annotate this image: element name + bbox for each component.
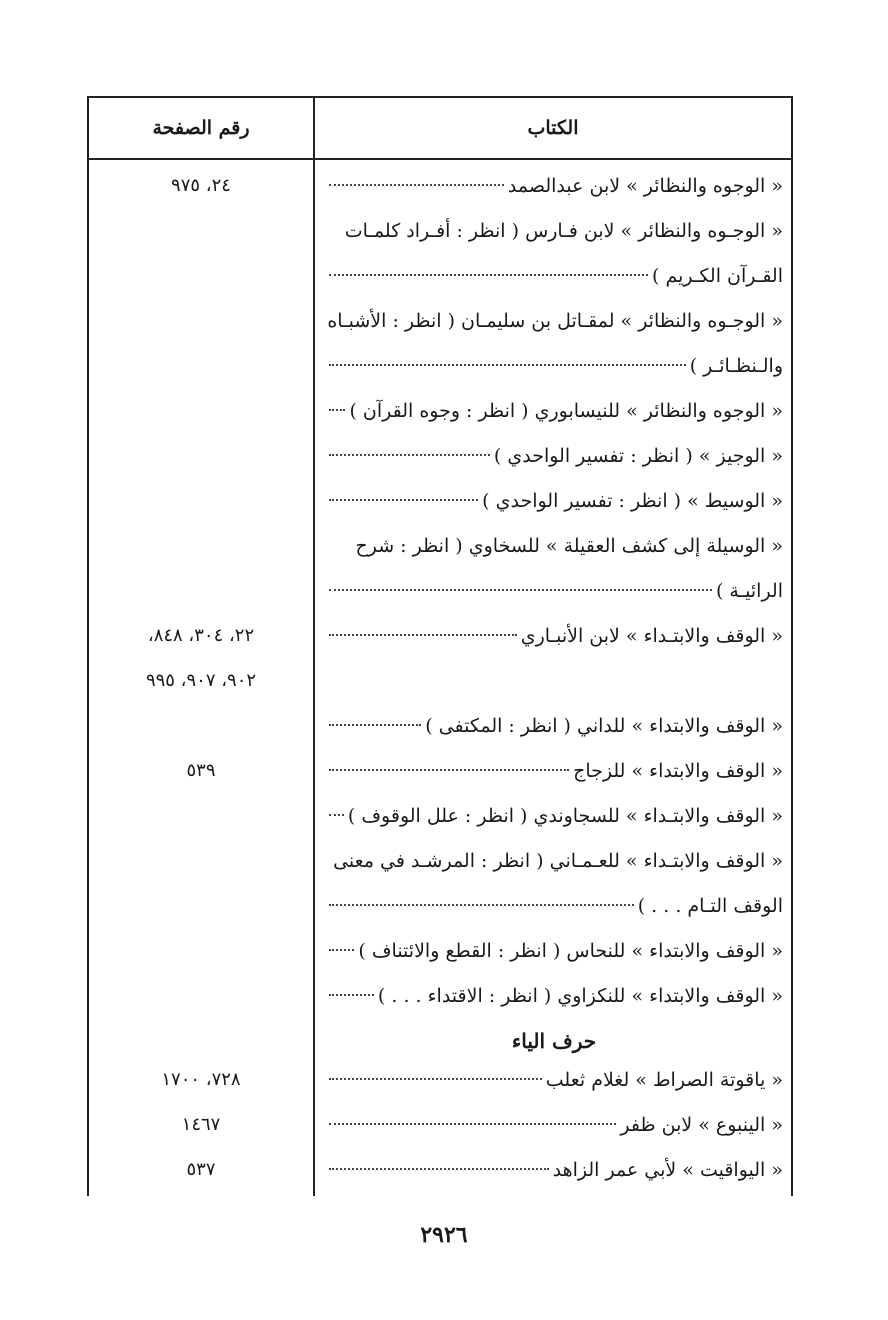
section-heading: حرف الياء — [511, 1029, 597, 1053]
entry-text: « ياقوتة الصراط » لغلام ثعلب — [545, 1069, 783, 1091]
book-column-header: الكتاب — [527, 117, 579, 139]
entry-text: « الوقف والابتداء » للزجاج — [573, 760, 783, 782]
entry-text: « الوسيلة إلى كشف العقيلة » للسخاوي ( انظر : شرح — [355, 535, 783, 557]
index-table — [87, 96, 793, 1196]
dot-leader — [329, 184, 504, 186]
dot-leader — [329, 1078, 542, 1080]
list-item — [325, 614, 783, 658]
dot-leader — [329, 814, 344, 816]
dot-leader — [329, 634, 517, 636]
dot-leader — [329, 994, 374, 996]
dot-leader — [329, 904, 634, 906]
entry-text: « الوجيز » ( انظر : تفسير الواحدي ) — [493, 445, 783, 467]
list-item — [325, 389, 783, 433]
table-header — [89, 98, 791, 160]
dot-leader — [329, 364, 686, 366]
list-item — [325, 479, 783, 523]
page-column-header: رقم الصفحة — [152, 117, 250, 139]
page-number: ٢٩٢٦ — [420, 1222, 468, 1248]
dot-leader — [329, 769, 569, 771]
entry-text: « الوقف والابتـداء » لابن الأنبـاري — [520, 625, 783, 647]
page-refs: ٢٤، ٩٧٥ — [171, 175, 231, 196]
column-divider — [313, 98, 315, 1196]
entry-text: « الوقف والابتـداء » للعـمـاني ( انظر : المرشـد في معنى — [333, 850, 783, 872]
dot-leader — [329, 454, 490, 456]
list-item — [325, 749, 783, 793]
dot-leader — [329, 1123, 616, 1125]
page-refs: ٧٢٨، ١٧٠٠ — [161, 1069, 241, 1090]
entry-text: « الوجـوه والنظائر » لابن فـارس ( انظر : أفـراد كلمـات — [344, 220, 783, 242]
list-item — [325, 299, 783, 343]
entry-text: « الينبوع » لابن ظفر — [620, 1114, 783, 1136]
dot-leader — [329, 949, 354, 951]
page-refs: ٥٣٧ — [186, 1159, 216, 1180]
list-item — [325, 884, 783, 928]
list-item — [325, 524, 783, 568]
list-item — [325, 1148, 783, 1192]
dot-leader — [329, 274, 648, 276]
list-item — [325, 164, 783, 208]
list-item — [325, 1058, 783, 1102]
list-item — [325, 794, 783, 838]
entry-text: « اليواقيت » لأبي عمر الزاهد — [552, 1159, 783, 1181]
entry-text: « الوقف والابتداء » للداني ( انظر : المكتفى ) — [425, 715, 783, 737]
list-item — [325, 704, 783, 748]
list-item — [325, 1103, 783, 1147]
dot-leader — [329, 409, 345, 411]
list-item — [325, 254, 783, 298]
entry-text: « الوقف والابتـداء » للسجاوندي ( انظر : علل الوقوف ) — [347, 805, 783, 827]
list-item — [325, 209, 783, 253]
entry-text: « الوقف والابتداء » للنحاس ( انظر : القطع والائتناف ) — [358, 940, 783, 962]
page-refs: ١٤٦٧ — [181, 1114, 221, 1135]
list-item — [325, 434, 783, 478]
entry-text: والـنظـائـر ) — [689, 355, 783, 377]
entry-text: « الوجـوه والنظائر » لمقـاتل بن سليمـان ( انظر : الأشبـاه — [327, 310, 783, 332]
dot-leader — [329, 499, 478, 501]
entry-text: « الوسيط » ( انظر : تفسير الواحدي ) — [482, 490, 783, 512]
entry-text: الوقف التـام . . . ) — [637, 895, 783, 917]
page-refs: ٢٢، ٣٠٤، ٨٤٨، — [147, 625, 255, 646]
list-item — [325, 929, 783, 973]
dot-leader — [329, 724, 421, 726]
dot-leader — [329, 589, 712, 591]
list-item — [325, 839, 783, 883]
entry-text: الرائيـة ) — [715, 580, 783, 602]
page-refs: ٥٣٩ — [186, 760, 216, 781]
entry-text: « الوجوه والنظائر » لابن عبدالصمد — [507, 175, 783, 197]
entry-text: القـرآن الكـريم ) — [652, 265, 783, 287]
dot-leader — [329, 1168, 549, 1170]
page-refs: ٩٠٢، ٩٠٧، ٩٩٥ — [145, 670, 257, 691]
list-item — [325, 569, 783, 613]
entry-text: « الوجوه والنظائر » للنيسابوري ( انظر : وجوه القرآن ) — [349, 400, 783, 422]
entry-text: « الوقف والابتداء » للنكزاوي ( انظر : الاقتداء . . . ) — [377, 985, 783, 1007]
list-item — [325, 974, 783, 1018]
list-item — [325, 344, 783, 388]
